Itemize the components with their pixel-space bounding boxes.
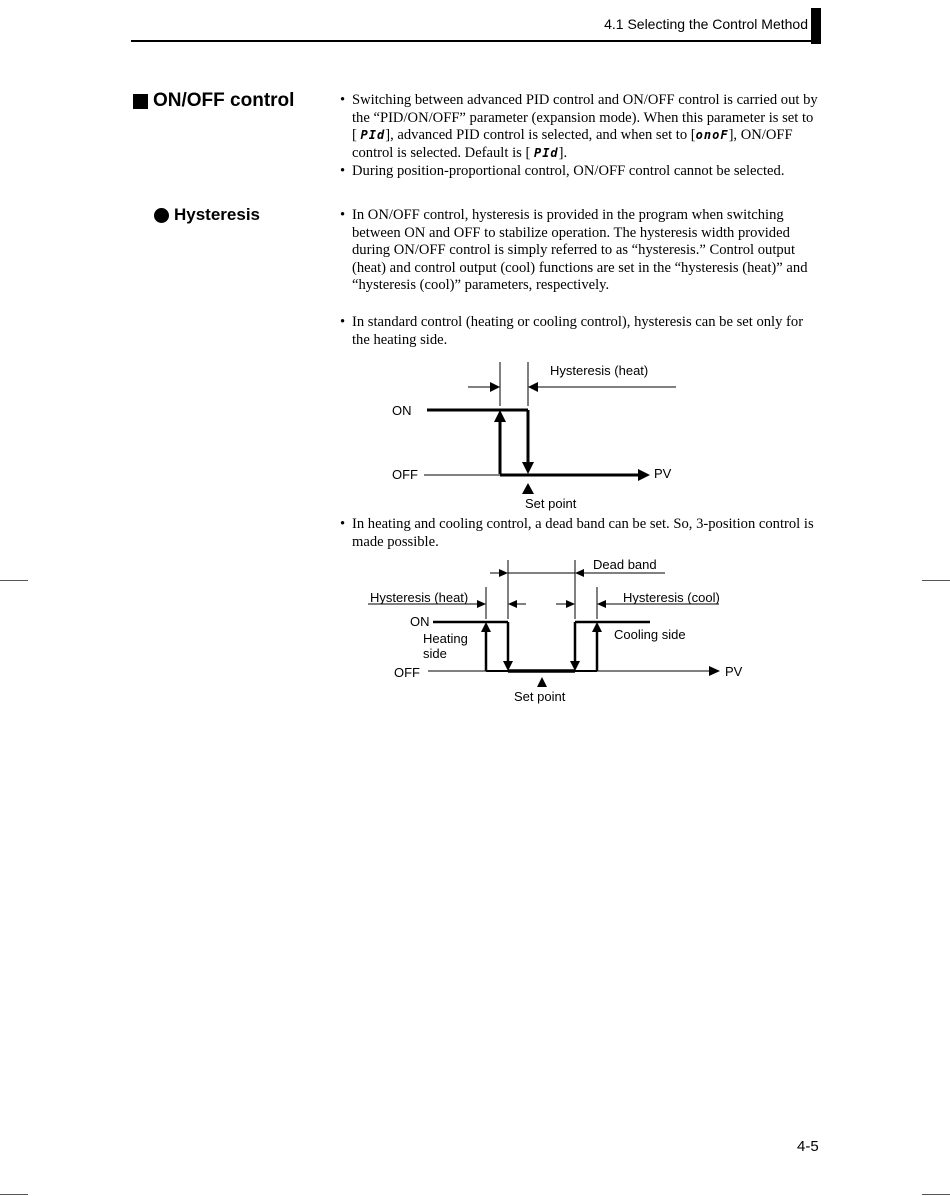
heating-on-arrowhead	[481, 622, 491, 632]
display-code-pid: PId	[360, 128, 386, 142]
bullet-text: In ON/OFF control, hysteresis is provided in the program when switching between ON and OFF to stabilize operation. The hysteresis width provided during ON/OFF control is simply referred to as “hysteresis.” Control output (heat) and control output (cool) functions are set in the “hysteresis (heat)” and “hysteresis (cool)” parameters, respectively.	[352, 207, 808, 293]
bullet-mark: •	[340, 314, 346, 330]
bullet-text: In standard control (heating or cooling control), hysteresis can be set only for the heating side.	[352, 314, 804, 348]
header-section-title: 4.1 Selecting the Control Method	[604, 16, 808, 32]
bullet-hysteresis-description	[340, 207, 818, 295]
crop-mark-right	[922, 580, 950, 581]
bullet-mark: •	[340, 207, 346, 223]
header-rule	[131, 40, 821, 42]
subsection-heading-text: Hysteresis	[174, 205, 261, 224]
pv-axis-arrowhead	[638, 469, 650, 481]
on-label: ON	[392, 403, 412, 418]
display-code-onof: onoF	[695, 128, 729, 142]
hyst-heat-arrow-left-head	[477, 600, 486, 608]
hysteresis-diagram-heating-cooling	[360, 555, 760, 710]
pv-label: PV	[725, 664, 743, 679]
on-label: ON	[410, 614, 430, 629]
cooling-on-arrowhead	[592, 622, 602, 632]
square-bullet-icon	[133, 94, 148, 109]
heating-side-label-line2: side	[423, 646, 447, 661]
deadband-label: Dead band	[593, 557, 657, 572]
hyst-cool-arrow-right-head	[597, 600, 606, 608]
setpoint-marker-icon	[522, 483, 534, 494]
hyst-cool-label: Hysteresis (cool)	[623, 590, 720, 605]
bullet-dead-band	[340, 516, 818, 551]
subsection-heading	[154, 205, 260, 225]
off-label: OFF	[392, 467, 418, 482]
section-heading	[133, 90, 294, 112]
bullet-standard-control	[340, 314, 818, 349]
setpoint-marker-icon	[537, 677, 547, 687]
heating-side-label-line1: Heating	[423, 631, 468, 646]
hyst-heat-label: Hysteresis (heat)	[370, 590, 469, 605]
hysteresis-diagram-standard	[380, 360, 700, 520]
section-heading-text: ON/OFF control	[153, 90, 295, 111]
bullet-text: During position-proportional control, ON/OFF control cannot be selected.	[352, 163, 785, 179]
on-transition-arrowhead	[494, 410, 506, 422]
setpoint-label: Set point	[514, 689, 566, 704]
bullet-mark: •	[340, 92, 346, 108]
circle-bullet-icon	[154, 208, 169, 223]
bullet-text: In heating and cooling control, a dead band can be set. So, 3-position control is made possible.	[352, 516, 814, 550]
hysteresis-heat-label: Hysteresis (heat)	[550, 363, 649, 378]
setpoint-label: Set point	[525, 496, 577, 511]
off-transition-arrowhead	[522, 462, 534, 474]
bullet-pid-onoff	[340, 92, 818, 162]
crop-mark-left	[0, 580, 28, 581]
bullet-position-proportional	[340, 163, 818, 181]
header-tab-marker	[811, 8, 821, 44]
deadband-arrow-left-head	[499, 569, 508, 577]
pv-label: PV	[654, 466, 672, 481]
page-number: 4-5	[797, 1138, 819, 1155]
bullet-text: Switching between advanced PID control and ON/OFF control is carried out by the “PID/ON/OFF” parameter (expansion mode). When this parameter is set to [ PId], advanced PID control is selected, and when set to [onoF], ON/OFF control is selected. Default is [ PId].	[352, 92, 818, 161]
bullet-mark: •	[340, 163, 346, 179]
pv-axis-arrowhead	[709, 666, 720, 676]
deadband-arrow-right-head	[575, 569, 584, 577]
off-label: OFF	[394, 665, 420, 680]
crop-mark-bottom-left	[0, 1194, 28, 1195]
hyst-heat-arrow-right-head	[508, 600, 517, 608]
bullet-mark: •	[340, 516, 346, 532]
display-code-pid-default: PId	[533, 145, 559, 160]
crop-mark-bottom-right	[922, 1194, 950, 1195]
hyst-cool-arrow-left-head	[566, 600, 575, 608]
cooling-side-label: Cooling side	[614, 627, 686, 642]
